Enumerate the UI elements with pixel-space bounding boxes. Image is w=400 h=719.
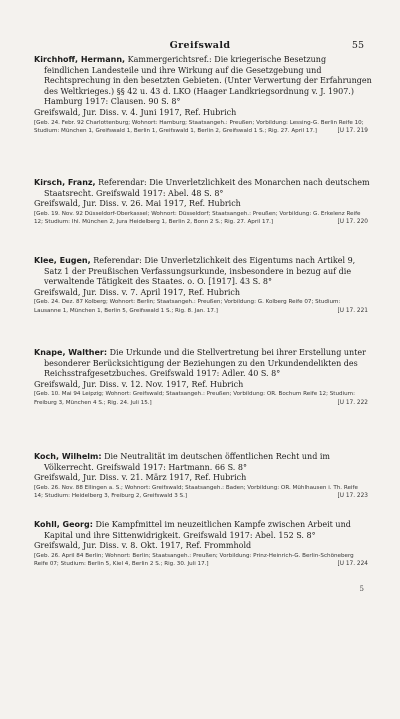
vita-text: [Geb. 10. Mai 94 Leipzig; Wohnort: Greifswald; Staatsangeh.: Preußen; Vorbildung: OR. Bochum Reife 12; Studium: Freiburg 3, München 4 S.; Rig. 24. Juli 15.] [34, 391, 356, 406]
entry-vita [34, 298, 372, 314]
shelf-mark: [U 17. 222 [337, 399, 368, 406]
entry-knape [34, 348, 372, 407]
shelf-mark: [U 17. 220 [337, 218, 368, 225]
entry-publication: Greifswald, Jur. Diss. v. 8. Okt. 1917, Ref. Frommhold [34, 541, 252, 551]
entry-author: Kohll, Georg: [34, 520, 93, 529]
entry-kirsch [34, 178, 372, 226]
vita-text: [Geb. 26. April 84 Berlin; Wohnort: Berlin; Staatsangeh.: Preußen; Vorbildung: Prinz-Heinrich-G. Berlin-Schöneberg Reife 07; Studium: Berlin 5, Kiel 4, Berlin 2 S.; Rig. 30. Juli 17.] [34, 552, 354, 567]
entry-citation [34, 452, 372, 473]
shelf-mark: [U 17. 224 [337, 560, 368, 567]
vita-text: [Geb. 19. Nov. 92 Düsseldorf-Oberkassel; Wohnort: Düsseldorf; Staatsangeh.: Preußen; Vorbildung: G. Erkelenz Reife 12; Studium: Ihl. München 2, Jura Heidelberg 1, Berlin 2, Bonn 2 S.; Rig. 27. April 17.] [34, 210, 361, 225]
shelf-mark: [U 17. 223 [337, 492, 368, 499]
entry-title: Die Kampfmittel im neuzeitlichen Kampfe zwischen Arbeit und Kapital und ihre Sittenwidrigkeit. Greifswald 1917: Abel. 152 S. 8° [44, 520, 351, 540]
entry-title: Referendar: Die Unverletzlichkeit des Monarchen nach deutschem Staatsrecht. Greifswald 1917: Abel. 48 S. 8° [44, 178, 370, 198]
entry-publication: Greifswald, Jur. Diss. v. 4. Juni 1917, Ref. Hubrich [34, 107, 237, 117]
entry-author: Kirchhoff, Hermann, [34, 55, 126, 64]
entry-kirchhoff [34, 55, 372, 135]
entry-citation [34, 256, 372, 288]
entry-citation [34, 520, 372, 541]
vita-text: [Geb. 24. Dez. 87 Kolberg; Wohnort: Berlin; Staatsangeh.: Preußen; Vorbildung: G. Kolberg Reife 07; Studium: Lausanne 1, München 1, Berlin 5, Greifswald 1 S.; Rig. 8. Jan. 17.] [34, 299, 341, 314]
entry-publication: Greifswald, Jur. Diss. v. 12. Nov. 1917, Ref. Hubrich [34, 379, 244, 389]
entry-publication: Greifswald, Jur. Diss. v. 21. März 1917, Ref. Hubrich [34, 473, 247, 483]
running-head [0, 40, 400, 54]
page-number: 55 [351, 40, 364, 51]
entry-title: Kammergerichtsref.: Die kriegerische Besetzung feindlichen Landesteile und ihre Wirkung auf die Gesetzgebung und Rechtsprechung in den besetzten Gebieten. (Unter Verwertung der Erfahrungen des Weltkrieges.) §§ 42 u. 43 d. LKO (Haager Landkriegsordnung v. J. 1907.) Hamburg 1917: Clausen. 90 S. 8° [44, 55, 372, 107]
entry-vita [34, 390, 372, 406]
entry-citation [34, 55, 372, 108]
entry-vita [34, 119, 372, 135]
entry-publication: Greifswald, Jur. Diss. v. 26. Mai 1917, Ref. Hubrich [34, 199, 241, 209]
vita-text: [Geb. 26. Nov. 88 Ellingen a. S.; Wohnort: Greifswald; Staatsangeh.: Baden; Vorbildung: OR. Mühlhausen i. Th. Reife 14; Studium: Heidelberg 3, Freiburg 2, Greifswald 3 S.] [34, 484, 358, 499]
entry-author: Koch, Wilhelm: [34, 452, 102, 461]
entry-koch [34, 452, 372, 500]
shelf-mark: [U 17. 221 [337, 307, 368, 314]
entry-klee [34, 256, 372, 315]
entry-author: Knape, Walther: [34, 348, 108, 357]
entry-vita [34, 552, 372, 568]
entry-title: Die Urkunde und die Stellvertretung bei ihrer Erstellung unter besonderer Berücksichtigung der Beziehungen zu den Urkundendelikten des Reichsstrafgesetzbuches. Greifswald 1917: Adler. 40 S. 8° [44, 348, 366, 379]
running-head-title: Greifswald [169, 40, 231, 51]
shelf-mark: [U 17. 219 [337, 127, 368, 134]
entry-vita [34, 210, 372, 226]
entry-title: Die Neutralität im deutschen öffentlichen Recht und im Völkerrecht. Greifswald 1917: Hartmann. 66 S. 8° [44, 452, 330, 472]
entry-vita [34, 484, 372, 500]
entry-citation [34, 178, 372, 199]
signature-mark: 5 [359, 585, 364, 593]
entry-title: Referendar: Die Unverletzlichkeit des Eigentums nach Artikel 9, Satz 1 der Preußischen Verfassungsurkunde, insbesondere in bezug auf die verwaltende Tätigkeit des Staates. o. O. [1917]. 43 S. 8° [44, 256, 356, 287]
entry-author: Klee, Eugen, [34, 256, 91, 265]
entry-citation [34, 348, 372, 380]
vita-text: [Geb. 24. Febr. 92 Charlottenburg; Wohnort: Hamburg; Staatsangeh.: Preußen; Vorbildung: Lessing-G. Berlin Reife 10; Studium: München 1, Greifswald 1, Berlin 1, Greifswald 1, Berlin 2, Greifswald 1 S.; Rig. 27. April 17.] [34, 119, 364, 134]
entry-kohll [34, 520, 372, 568]
entry-publication: Greifswald, Jur. Diss. v. 7. April 1917, Ref. Hubrich [34, 287, 241, 297]
entry-author: Kirsch, Franz, [34, 178, 96, 187]
